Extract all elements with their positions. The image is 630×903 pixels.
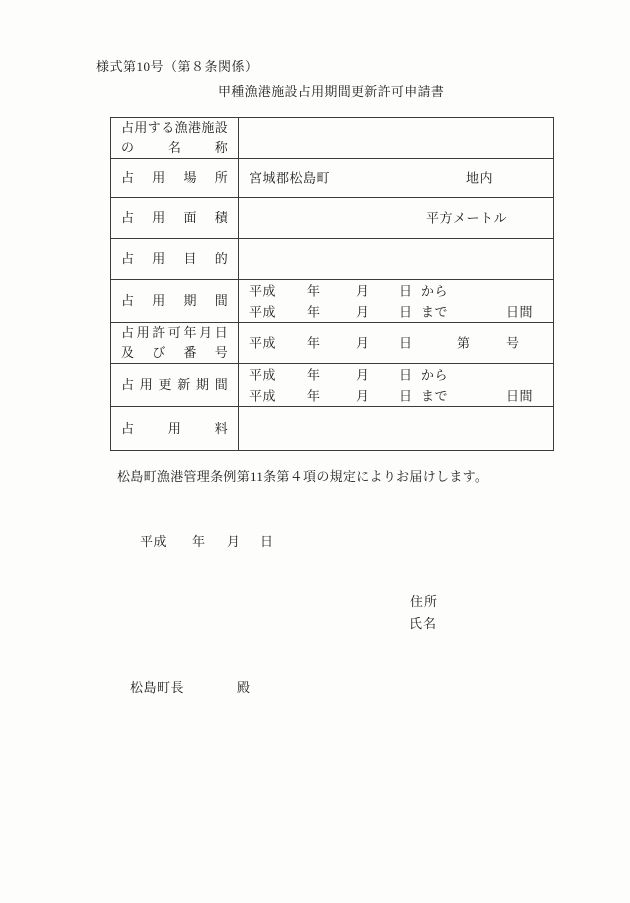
table-row-facility-name (111, 118, 554, 159)
day-label: 日 (399, 335, 413, 351)
table-row-permit-date-number (111, 323, 554, 364)
row-label-line: の名称 (121, 140, 228, 155)
area-unit-text: 平方メートル (426, 210, 508, 226)
name-label: 氏名 (409, 616, 438, 631)
year-label: 年 (192, 534, 206, 549)
number-prefix-label: 第 (457, 335, 471, 351)
table-row-area (111, 198, 554, 239)
year-label: 年 (307, 283, 321, 298)
day-label: 日 (399, 304, 413, 319)
month-label: 月 (356, 335, 370, 351)
table-row-period (111, 280, 554, 323)
notice-text: 松島町漁港管理条例第11条第４項の規定によりお届けします。 (117, 469, 489, 484)
submission-date-line (140, 535, 360, 549)
renewal-to-line (239, 385, 553, 406)
month-label: 月 (356, 367, 370, 382)
row-label-purpose (111, 239, 239, 280)
row-label-period (111, 280, 239, 323)
row-label-line: 占用許可年月日 (121, 325, 228, 340)
year-label: 年 (307, 304, 321, 319)
purpose-value-cell (239, 239, 554, 280)
period-value-cell (239, 280, 554, 323)
to-label: まで (421, 304, 449, 319)
era-label: 平成 (249, 335, 277, 351)
table-row-purpose (111, 239, 554, 280)
addressee-name: 松島町長 (130, 680, 185, 695)
day-label: 日 (399, 367, 413, 382)
era-label: 平成 (249, 304, 277, 319)
month-label: 月 (356, 388, 370, 403)
row-label-line: 占用面積 (121, 210, 228, 225)
form-number: 様式第10号（第８条関係） (96, 59, 259, 74)
days-label: 日間 (506, 388, 534, 403)
period-date-lines (239, 280, 553, 322)
row-label-facility-name (111, 118, 239, 159)
addressee-line (130, 681, 290, 695)
year-label: 年 (307, 388, 321, 403)
fee-value-cell (239, 407, 554, 451)
from-label: から (421, 283, 449, 298)
year-label: 年 (307, 367, 321, 382)
area-value-cell (239, 198, 554, 239)
period-from-line (239, 280, 553, 301)
month-label: 月 (227, 534, 241, 549)
row-label-line: 占用更新期間 (121, 377, 228, 392)
number-suffix-label: 号 (506, 335, 520, 351)
row-label-fee (111, 407, 239, 451)
row-label-line: 占用目的 (121, 251, 228, 266)
document-title: 甲種漁港施設占用期間更新許可申請書 (218, 84, 445, 99)
row-label-permit-date-number (111, 323, 239, 364)
day-label: 日 (399, 388, 413, 403)
to-label: まで (421, 388, 449, 403)
row-label-line: 及び番号 (121, 345, 228, 360)
year-label: 年 (307, 335, 321, 351)
location-suffix-text: 地内 (466, 170, 494, 186)
renewal-period-value-cell (239, 364, 554, 407)
from-label: から (421, 367, 449, 382)
application-table (110, 117, 554, 451)
row-label-line: 占用場所 (121, 170, 228, 185)
era-label: 平成 (249, 283, 277, 298)
days-label: 日間 (506, 304, 534, 319)
row-label-line: 占用料 (121, 420, 228, 436)
facility-name-value-cell (239, 118, 554, 159)
era-label: 平成 (249, 388, 277, 403)
era-label: 平成 (249, 367, 277, 382)
location-value-cell (239, 159, 554, 198)
table-row-fee (111, 407, 554, 451)
month-label: 月 (356, 304, 370, 319)
row-label-line: 占用する漁港施設 (121, 120, 228, 135)
day-label: 日 (260, 534, 274, 549)
row-label-area (111, 198, 239, 239)
honorific-label: 殿 (237, 680, 251, 695)
era-label: 平成 (140, 534, 168, 549)
month-label: 月 (356, 283, 370, 298)
permit-date-line (239, 333, 553, 354)
row-label-location (111, 159, 239, 198)
table-row-renewal-period (111, 364, 554, 407)
row-label-line: 占用期間 (121, 293, 228, 308)
renewal-date-lines (239, 364, 553, 406)
permit-date-lines (239, 333, 553, 354)
location-prefix-text: 宮城郡松島町 (249, 170, 331, 186)
row-label-renewal-period (111, 364, 239, 407)
table-row-location (111, 159, 554, 198)
address-label: 住所 (410, 594, 439, 609)
renewal-from-line (239, 364, 553, 385)
day-label: 日 (399, 283, 413, 298)
period-to-line (239, 301, 553, 322)
permit-date-number-value-cell (239, 323, 554, 364)
